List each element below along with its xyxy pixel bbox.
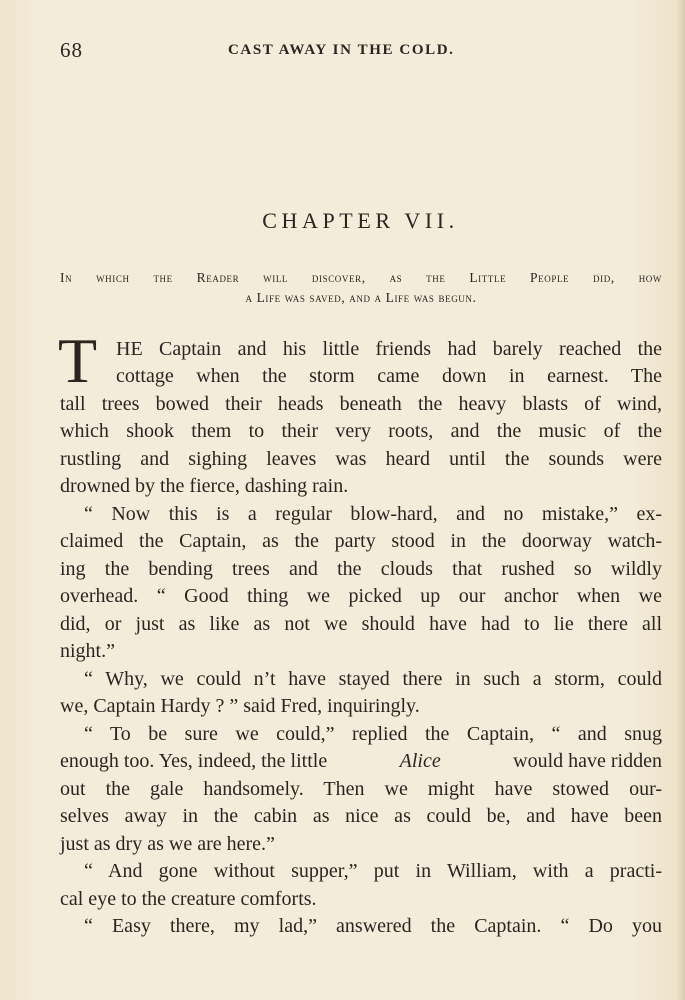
body-line: “ Easy there, my lad,” answered the Captain. “ Do you: [84, 915, 662, 937]
boat-name: Alice: [399, 750, 441, 772]
body-line: HE Captain and his little friends had barely reached the: [116, 338, 662, 360]
body-line: we, Captain Hardy ? ” said Fred, inquiringly.: [60, 695, 420, 717]
body-line: claimed the Captain, as the party stood in the doorway watch-: [60, 530, 662, 552]
body-line: “ To be sure we could,” replied the Captain, “ and snug: [84, 723, 662, 745]
body-line: “ Now this is a regular blow-hard, and no mistake,” ex-: [84, 503, 662, 525]
page-edge-shadow: [677, 0, 685, 1000]
chapter-summary-line-1: In which the Reader will discover, as the Little People did, how: [60, 270, 662, 285]
body-line: which shook them to their very roots, and the music of the: [60, 420, 662, 442]
body-line: just as dry as we are here.”: [60, 833, 275, 855]
page-number: 68: [60, 38, 83, 62]
chapter-title: CHAPTER VII.: [262, 208, 459, 233]
body-line: overhead. “ Good thing we picked up our anchor when we: [60, 585, 662, 607]
body-line: tall trees bowed their heads beneath the heavy blasts of wind,: [60, 393, 662, 415]
running-head: [60, 38, 662, 64]
body-line-segment: would have ridden: [513, 750, 662, 772]
body-line: “ Why, we could n’t have stayed there in such a storm, could: [84, 668, 662, 690]
chapter-summary: [60, 268, 662, 308]
running-title: CAST AWAY IN THE COLD.: [228, 42, 455, 58]
body-line: selves away in the cabin as nice as could be, and have been: [60, 805, 662, 827]
body-line: night.”: [60, 640, 115, 662]
body-line: did, or just as like as not we should have had to lie there all: [60, 613, 662, 635]
body-line: cottage when the storm came down in earnest. The: [116, 365, 662, 387]
body-line: “ And gone without supper,” put in William, with a practi-: [84, 860, 662, 882]
body-line: out the gale handsomely. Then we might have stowed our-: [60, 778, 662, 800]
body-line-segment: enough too. Yes, indeed, the little: [60, 750, 328, 772]
body-line: rustling and sighing leaves was heard until the sounds were: [60, 448, 662, 470]
chapter-summary-line-2: a Life was saved, and a Life was begun.: [245, 290, 477, 305]
body-line: ing the bending trees and the clouds that rushed so wildly: [60, 558, 662, 580]
drop-cap: T: [58, 325, 98, 396]
body-line: [60, 748, 662, 774]
body-line: cal eye to the creature comforts.: [60, 888, 317, 910]
body-line: drowned by the fierce, dashing rain.: [60, 475, 349, 497]
